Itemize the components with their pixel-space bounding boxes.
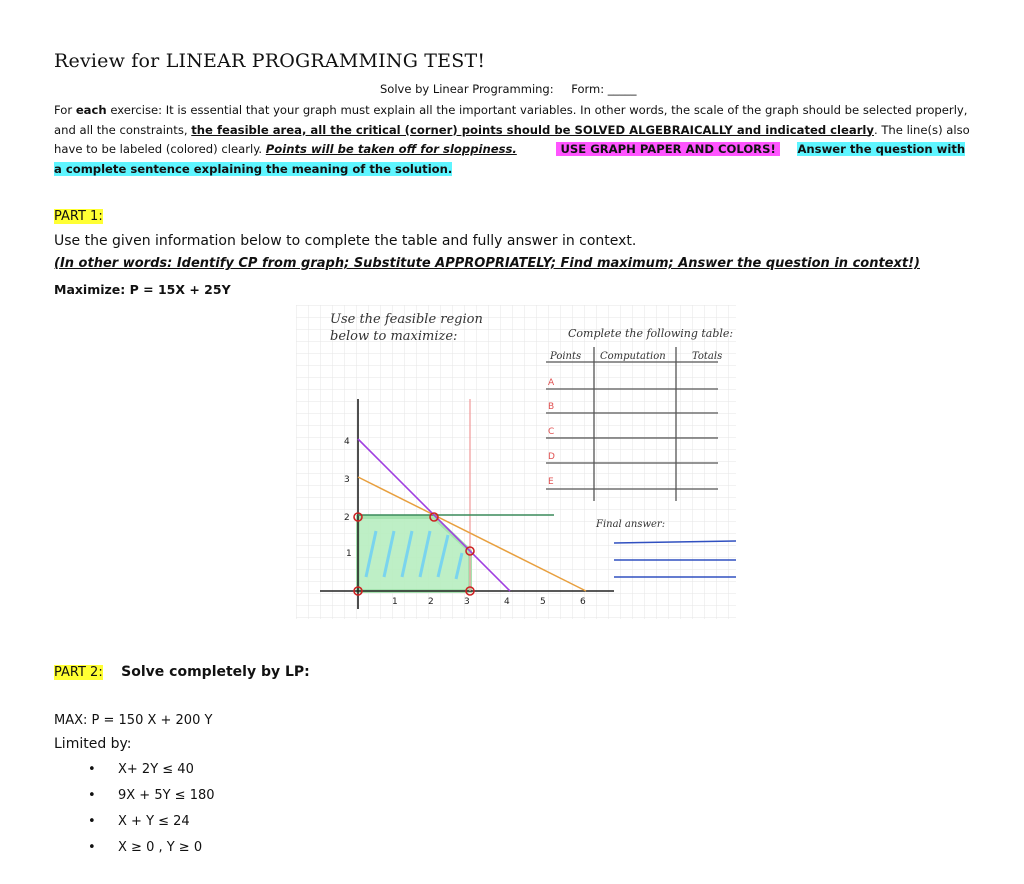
- part2-objective: MAX: P = 150 X + 200 Y: [54, 713, 213, 728]
- part2-label: PART 2:: [54, 665, 103, 680]
- row-label-a: A: [548, 378, 555, 388]
- instr-s3: exercise: It is essential that your graph must explain all the important variables. In other words, the scale of the graph should be selected properly, and all the constraints,: [54, 103, 968, 137]
- instr-graph-paper: USE GRAPH PAPER AND COLORS!: [556, 142, 779, 156]
- form-label: Form: _____: [571, 82, 637, 96]
- limited-by-label: Limited by:: [54, 736, 132, 752]
- instructions-paragraph: [54, 101, 974, 179]
- constraint-item: • 9X + 5Y ≤ 180: [88, 788, 215, 814]
- table-headers: [549, 351, 722, 362]
- table-header-computation: Computation: [600, 351, 666, 362]
- x-tick-1: 1: [392, 597, 398, 607]
- constraint-item: • X+ 2Y ≤ 40: [88, 762, 215, 788]
- row-label-c: C: [548, 427, 555, 437]
- instr-answer-sentence: Answer the question with a complete sentence explaining the meaning of the solution.: [54, 142, 966, 176]
- y-tick-4: 4: [344, 437, 350, 447]
- instr-critical-points: the feasible area, all the critical (corner) points should be SOLVED ALGEBRAICALLY and indicated clearly: [191, 122, 874, 137]
- x-tick-4: 4: [504, 597, 510, 607]
- instr-s5: . The line(s) also have to be labeled (colored) clearly.: [54, 122, 970, 156]
- y-tick-1: 1: [346, 549, 352, 559]
- subheading-text: Solve by Linear Programming:: [380, 82, 554, 96]
- part1-hint: (In other words: Identify CP from graph; Substitute APPROPRIATELY; Find maximum; Answer the question in context!): [54, 256, 920, 271]
- part1-objective: Maximize: P = 15X + 25Y: [54, 282, 231, 297]
- part1-instruction: Use the given information below to complete the table and fully answer in context.: [54, 233, 637, 249]
- table-header-totals: Totals: [692, 351, 723, 362]
- x-tick-2: 2: [428, 597, 434, 607]
- part1-label: PART 1:: [54, 209, 103, 224]
- row-label-d: D: [548, 452, 555, 462]
- constraint-list: [88, 762, 215, 866]
- constraint-item: • X ≥ 0 , Y ≥ 0: [88, 840, 215, 866]
- row-label-b: B: [548, 402, 555, 412]
- part2-heading: [54, 664, 310, 680]
- instr-sloppiness: Points will be taken off for sloppiness.: [265, 142, 517, 156]
- x-tick-5: 5: [540, 597, 546, 607]
- graph-note-line2: below to maximize:: [330, 329, 458, 344]
- instr-each: each: [75, 103, 107, 117]
- constraint-item: • X + Y ≤ 24: [88, 814, 215, 840]
- table-title: Complete the following table:: [568, 327, 734, 340]
- table-header-points: Points: [550, 351, 582, 362]
- feasible-region-graph: [296, 305, 736, 619]
- y-tick-2: 2: [344, 513, 350, 523]
- final-answer-label: Final answer:: [596, 519, 666, 530]
- y-tick-3: 3: [344, 475, 350, 485]
- instr-s1: For: [54, 103, 76, 117]
- row-label-e: E: [548, 477, 554, 487]
- graph-note-line1: Use the feasible region: [330, 312, 483, 327]
- subheading: [380, 82, 637, 96]
- x-tick-3: 3: [464, 597, 470, 607]
- page-title: Review for LINEAR PROGRAMMING TEST!: [54, 50, 486, 72]
- part2-instruction: Solve completely by LP:: [121, 664, 310, 680]
- x-tick-6: 6: [580, 597, 586, 607]
